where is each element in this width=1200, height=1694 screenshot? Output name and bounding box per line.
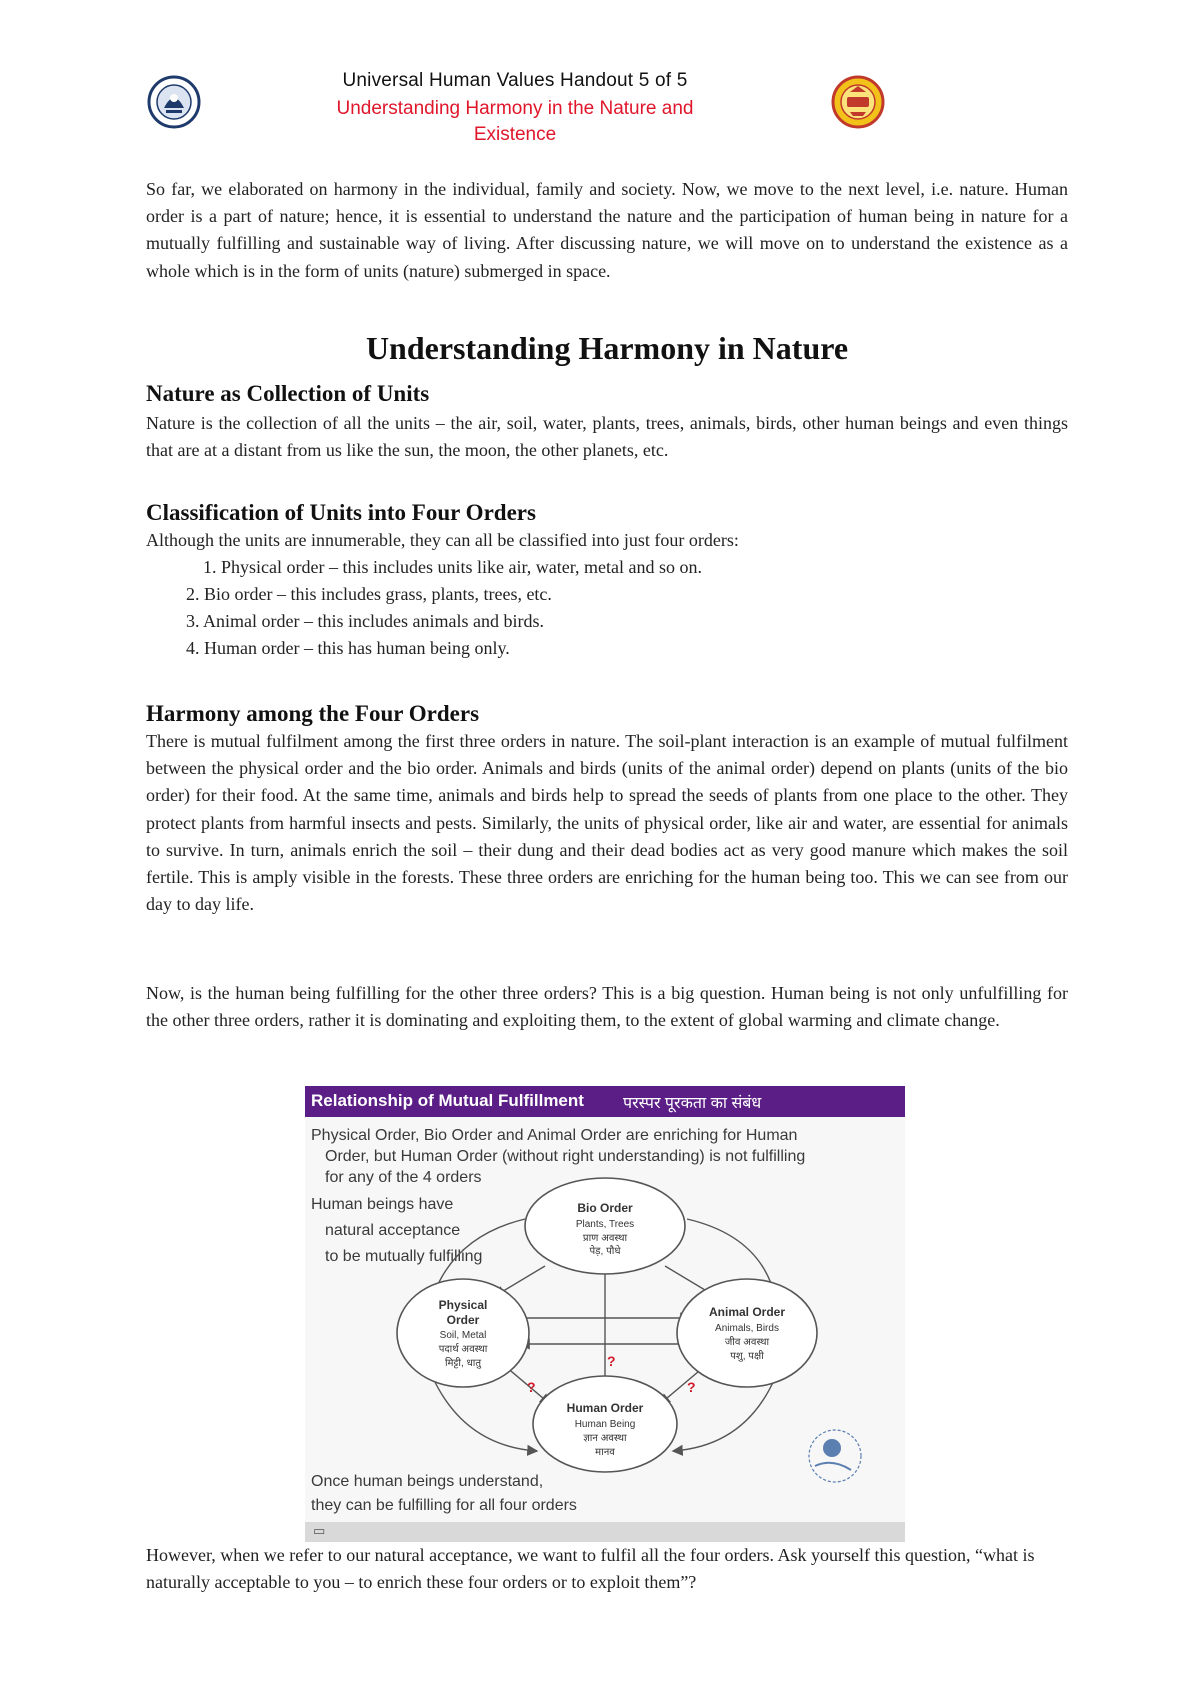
harmony-heading: Harmony among the Four Orders xyxy=(146,701,480,726)
figure-note-3 xyxy=(311,1470,577,1518)
list-item: 2. Bio order – this includes grass, plants, trees, etc. xyxy=(186,584,552,605)
classification-paragraph: Although the units are innumerable, they can all be classified into just four orders: xyxy=(146,530,739,550)
collection-heading: Nature as Collection of Units xyxy=(146,381,430,406)
human-order-hindi2: मानव xyxy=(595,1447,615,1458)
physical-order-hindi2: मिट्टी, धातु xyxy=(444,1358,482,1369)
main-title: Understanding Harmony in Nature xyxy=(365,330,849,366)
human-order-node xyxy=(533,1376,677,1472)
emblem-icon xyxy=(809,1430,861,1482)
speaker-icon: ▭ xyxy=(313,1524,326,1539)
closing-section xyxy=(146,1542,1068,1596)
orders-diagram xyxy=(305,1086,905,1522)
university-logo-icon xyxy=(830,74,886,130)
bio-order-node xyxy=(525,1178,685,1274)
physical-order-hindi1: पदार्थ अवस्था xyxy=(438,1344,488,1355)
question-paragraph: Now, is the human being fulfilling for the other three orders? This is a big question. Human being is not only unfulfilling for the other three orders, rather it is dominating and exploiting them, to the extent of global warming and climate change. xyxy=(146,983,1068,1031)
physical-order-title1: Physical xyxy=(438,1298,488,1312)
animal-order-node xyxy=(677,1279,817,1387)
bio-order-hindi2: पेड़, पौधे xyxy=(589,1246,621,1257)
bio-order-sub: Plants, Trees xyxy=(575,1219,635,1230)
human-order-title: Human Order xyxy=(566,1401,644,1415)
mutual-fulfillment-figure xyxy=(305,1086,905,1542)
question-mark: ? xyxy=(687,1379,696,1395)
harmony-paragraph: There is mutual fulfilment among the first three orders in nature. The soil-plant interaction is an example of mutual fulfilment between the physical order and the bio order. Animals and birds (units of the animal order) depend on plants (units of the bio order) for their food. At the same time, animals and birds help to spread the seeds of plants from one place to the other. They protect plants from harmful insects and pests. Similarly, the units of physical order, like air and water, are essential for animals to survive. In turn, animals enrich the soil – their dung and their dead bodies act as very good manure which makes the soil fertile. This is amply visible in the forests. These three orders are enriching for the human being too. This we can see from our day to day life. xyxy=(146,731,1068,915)
animal-order-title: Animal Order xyxy=(708,1305,786,1319)
figure-title-hindi: परस्पर पूरकता का संबंध xyxy=(623,1095,762,1112)
figure-note-3-line1: Once human beings understand, xyxy=(311,1473,544,1490)
handout-title: Universal Human Values Handout 5 of 5 xyxy=(342,70,688,91)
handout-subtitle-line2: Existence xyxy=(473,124,557,145)
physical-order-node xyxy=(397,1279,529,1387)
handout-subtitle-line1: Understanding Harmony in the Nature and xyxy=(336,98,694,119)
institute-logo-icon xyxy=(146,74,202,130)
list-item: 4. Human order – this has human being only. xyxy=(186,638,510,659)
intro-paragraph: So far, we elaborated on harmony in the individual, family and society. Now, we move to the next level, i.e. nature. Human order is a part of nature; hence, it is essential to understand the nature and the participation of human being in nature for a mutually fulfilling and sustainable way of living. After discussing nature, we will move on to understand the existence as a whole which is in the form of units (nature) submerged in space. xyxy=(146,179,1068,281)
human-order-sub: Human Being xyxy=(574,1419,636,1430)
collection-paragraph: Nature is the collection of all the units – the air, soil, water, plants, trees, animals, birds, other human beings and even things that are at a distant from us like the sun, the moon, the other planets, etc. xyxy=(146,413,1068,461)
figure-note-1-line3: for any of the 4 orders xyxy=(325,1169,482,1186)
question-mark: ? xyxy=(527,1379,536,1395)
page-header xyxy=(140,66,880,156)
classification-section xyxy=(146,499,1068,662)
figure-note-2-line2: natural acceptance xyxy=(325,1222,461,1239)
bio-order-title: Bio Order xyxy=(577,1201,633,1215)
figure-note-3-line2: they can be fulfilling for all four orders xyxy=(311,1497,577,1514)
orders-list xyxy=(146,554,1068,662)
animal-order-hindi2: पशु, पक्षी xyxy=(730,1351,764,1362)
figure-title: Relationship of Mutual Fulfillment xyxy=(311,1091,584,1110)
classification-heading: Classification of Units into Four Orders xyxy=(146,500,536,525)
list-item: 1. Physical order – this includes units like air, water, metal and so on. xyxy=(203,557,702,578)
collection-section xyxy=(146,380,1068,464)
question-section xyxy=(146,980,1068,1034)
intro-section xyxy=(146,176,1068,285)
figure-note-2-line3: to be mutually fulfilling xyxy=(325,1248,483,1265)
animal-order-hindi1: जीव अवस्था xyxy=(724,1337,770,1348)
bio-order-hindi1: प्राण अवस्था xyxy=(582,1233,628,1244)
closing-paragraph: However, when we refer to our natural acceptance, we want to fulfil all the four orders. Ask yourself this question, “what is naturally acceptable to you – to enrich these four orders or to exploit them”? xyxy=(146,1545,1035,1593)
animal-order-sub: Animals, Birds xyxy=(715,1323,779,1334)
human-order-hindi1: ज्ञान अवस्था xyxy=(583,1433,627,1444)
harmony-section xyxy=(146,700,1068,918)
figure-footer-bar xyxy=(305,1522,905,1542)
figure-note-1-line2: Order, but Human Order (without right understanding) is not fulfilling xyxy=(325,1148,806,1165)
figure-note-2-line1: Human beings have xyxy=(311,1196,454,1213)
list-item: 3. Animal order – this includes animals and birds. xyxy=(186,611,544,632)
physical-order-sub: Soil, Metal xyxy=(439,1330,487,1341)
question-mark: ? xyxy=(607,1353,616,1369)
physical-order-title2: Order xyxy=(446,1313,480,1327)
handout-subtitle xyxy=(290,96,740,148)
arrow-physical-human xyxy=(433,1378,537,1451)
figure-note-1-line1: Physical Order, Bio Order and Animal Order are enriching for Human xyxy=(311,1127,798,1144)
